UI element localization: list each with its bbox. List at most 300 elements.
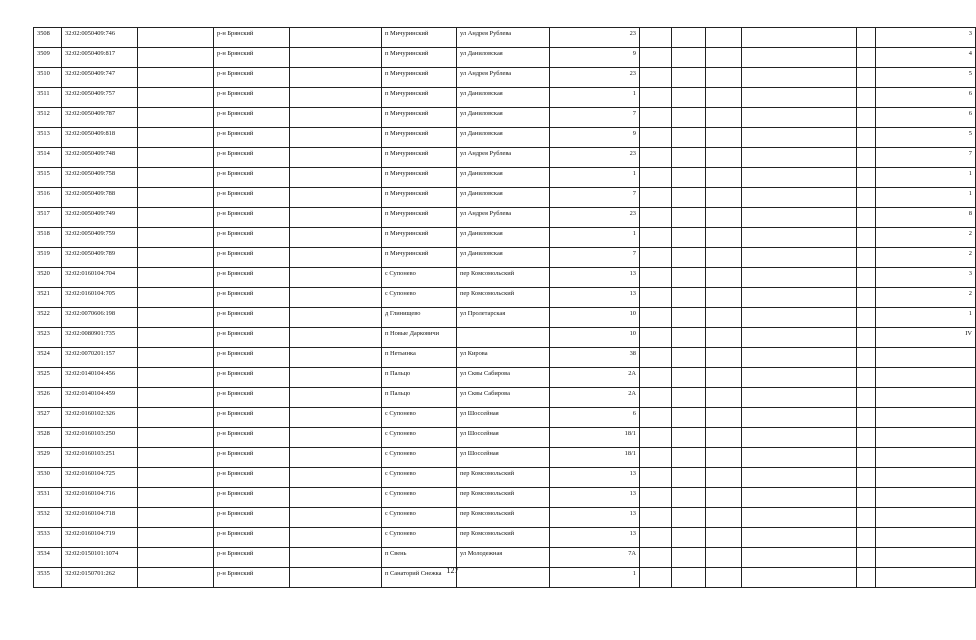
empty-cell: [290, 528, 382, 548]
table-cell: р-н Брянский: [214, 548, 290, 568]
table-cell: 13: [550, 268, 640, 288]
empty-cell: [742, 88, 857, 108]
table-cell: 2: [876, 228, 976, 248]
empty-cell: [742, 368, 857, 388]
empty-cell: [672, 388, 706, 408]
table-cell: ул Даниловская: [457, 188, 550, 208]
table-cell: р-н Брянский: [214, 488, 290, 508]
table-cell: ул Шоссейная: [457, 408, 550, 428]
table-cell: 3508: [34, 28, 62, 48]
table-cell: 3525: [34, 368, 62, 388]
empty-cell: [742, 208, 857, 228]
table-cell: ул Пролетарская: [457, 308, 550, 328]
empty-cell: [138, 128, 214, 148]
empty-cell: [742, 508, 857, 528]
empty-cell: [706, 448, 742, 468]
table-cell: 7: [550, 108, 640, 128]
empty-cell: [857, 28, 876, 48]
empty-cell: [290, 388, 382, 408]
table-cell: р-н Брянский: [214, 228, 290, 248]
table-cell: 32:02:0050409:759: [62, 228, 138, 248]
table-cell: 3535: [34, 568, 62, 588]
table-row: [34, 88, 976, 108]
empty-cell: [672, 468, 706, 488]
empty-cell: [138, 228, 214, 248]
table-cell: 18/1: [550, 428, 640, 448]
empty-cell: [138, 548, 214, 568]
table-cell: 3: [876, 28, 976, 48]
empty-cell: [672, 368, 706, 388]
empty-cell: [706, 28, 742, 48]
table-row: [34, 428, 976, 448]
empty-cell: [742, 48, 857, 68]
table-row: [34, 488, 976, 508]
empty-cell: [138, 488, 214, 508]
table-cell: п Пальцо: [382, 368, 457, 388]
table-cell: 3532: [34, 508, 62, 528]
empty-cell: [706, 68, 742, 88]
empty-cell: [672, 288, 706, 308]
empty-cell: [290, 488, 382, 508]
table-cell: 32:02:0140104:456: [62, 368, 138, 388]
empty-cell: [706, 348, 742, 368]
table-cell: пер Комсомольский: [457, 288, 550, 308]
table-cell: р-н Брянский: [214, 128, 290, 148]
table-cell: р-н Брянский: [214, 308, 290, 328]
empty-cell: [742, 348, 857, 368]
empty-cell: [138, 68, 214, 88]
table-row: [34, 328, 976, 348]
table-cell: р-н Брянский: [214, 408, 290, 428]
table-row: [34, 228, 976, 248]
empty-cell: [290, 268, 382, 288]
table-cell: 4: [876, 48, 976, 68]
empty-cell: [857, 528, 876, 548]
table-cell: 32:02:0070606:198: [62, 308, 138, 328]
empty-cell: [706, 208, 742, 228]
table-cell: 3519: [34, 248, 62, 268]
empty-cell: [706, 328, 742, 348]
table-cell: 32:02:0160104:704: [62, 268, 138, 288]
empty-cell: [138, 348, 214, 368]
table-cell: с Супонево: [382, 468, 457, 488]
empty-cell: [706, 408, 742, 428]
table-cell: 8: [876, 208, 976, 228]
table-cell: 13: [550, 288, 640, 308]
empty-cell: [742, 548, 857, 568]
table-cell: 3510: [34, 68, 62, 88]
table-cell: 32:02:0050409:749: [62, 208, 138, 228]
empty-cell: [640, 508, 672, 528]
table-cell: 13: [550, 468, 640, 488]
empty-cell: [706, 428, 742, 448]
empty-cell: [672, 168, 706, 188]
table-cell: 1: [876, 188, 976, 208]
table-cell: 32:02:0160102:326: [62, 408, 138, 428]
empty-cell: [672, 228, 706, 248]
table-cell: р-н Брянский: [214, 208, 290, 228]
empty-cell: [640, 128, 672, 148]
table-cell: п Мичуринский: [382, 188, 457, 208]
table-cell: с Супонево: [382, 408, 457, 428]
empty-cell: [742, 288, 857, 308]
empty-cell: [857, 368, 876, 388]
empty-cell: [742, 168, 857, 188]
table-cell: 32:02:0150101:1074: [62, 548, 138, 568]
empty-cell: [138, 388, 214, 408]
empty-cell: [290, 48, 382, 68]
empty-cell: [672, 208, 706, 228]
table-cell: ул Андрея Рублева: [457, 68, 550, 88]
table-cell: 32:02:0160104:725: [62, 468, 138, 488]
table-cell: п Нетьинка: [382, 348, 457, 368]
table-cell: 32:02:0050409:746: [62, 28, 138, 48]
empty-cell: [640, 488, 672, 508]
empty-cell: [706, 488, 742, 508]
table-row: [34, 548, 976, 568]
empty-cell: [672, 268, 706, 288]
table-cell: 1: [876, 168, 976, 188]
empty-cell: [672, 408, 706, 428]
empty-cell: [706, 468, 742, 488]
empty-cell: [857, 188, 876, 208]
table-cell: 6: [550, 408, 640, 428]
empty-cell: [138, 328, 214, 348]
table-cell: 3524: [34, 348, 62, 368]
empty-cell: [742, 488, 857, 508]
table-cell: р-н Брянский: [214, 28, 290, 48]
table-cell: 32:02:0050409:757: [62, 88, 138, 108]
empty-cell: [706, 88, 742, 108]
empty-cell: [742, 448, 857, 468]
empty-cell: [640, 388, 672, 408]
empty-cell: [640, 28, 672, 48]
table-row: [34, 68, 976, 88]
table-cell: п Мичуринский: [382, 248, 457, 268]
table-cell: 3534: [34, 548, 62, 568]
empty-cell: [742, 268, 857, 288]
table-cell: [876, 388, 976, 408]
table-cell: 6: [876, 108, 976, 128]
table-cell: п Мичуринский: [382, 148, 457, 168]
table-cell: ул Даниловская: [457, 88, 550, 108]
empty-cell: [857, 288, 876, 308]
empty-cell: [640, 228, 672, 248]
table-row: [34, 348, 976, 368]
table-row: [34, 448, 976, 468]
table-cell: 32:02:0080901:735: [62, 328, 138, 348]
table-cell: ул Даниловская: [457, 128, 550, 148]
table-cell: 3522: [34, 308, 62, 328]
table-cell: 13: [550, 488, 640, 508]
empty-cell: [138, 288, 214, 308]
empty-cell: [672, 248, 706, 268]
empty-cell: [640, 468, 672, 488]
empty-cell: [706, 308, 742, 328]
register-table: [33, 27, 976, 588]
table-cell: ул Даниловская: [457, 248, 550, 268]
empty-cell: [706, 528, 742, 548]
table-cell: 32:02:0050409:748: [62, 148, 138, 168]
table-cell: 3530: [34, 468, 62, 488]
empty-cell: [672, 528, 706, 548]
empty-cell: [857, 228, 876, 248]
table-cell: 32:02:0160103:250: [62, 428, 138, 448]
empty-cell: [857, 448, 876, 468]
empty-cell: [857, 428, 876, 448]
table-cell: 3531: [34, 488, 62, 508]
empty-cell: [857, 268, 876, 288]
empty-cell: [706, 268, 742, 288]
table-cell: р-н Брянский: [214, 448, 290, 468]
empty-cell: [290, 548, 382, 568]
table-row: [34, 268, 976, 288]
empty-cell: [640, 268, 672, 288]
empty-cell: [290, 88, 382, 108]
table-cell: с Супонево: [382, 508, 457, 528]
table-cell: п Мичуринский: [382, 128, 457, 148]
empty-cell: [857, 68, 876, 88]
table-cell: 10: [550, 328, 640, 348]
table-cell: р-н Брянский: [214, 248, 290, 268]
table-cell: 1: [550, 228, 640, 248]
table-cell: 3520: [34, 268, 62, 288]
table-cell: 32:02:0050409:818: [62, 128, 138, 148]
table-cell: 10: [550, 308, 640, 328]
table-cell: 2: [876, 248, 976, 268]
table-cell: ул Андрея Рублева: [457, 148, 550, 168]
table-row: [34, 148, 976, 168]
table-cell: 32:02:0050409:787: [62, 108, 138, 128]
empty-cell: [857, 408, 876, 428]
empty-cell: [706, 368, 742, 388]
empty-cell: [742, 148, 857, 168]
table-cell: р-н Брянский: [214, 468, 290, 488]
empty-cell: [857, 168, 876, 188]
empty-cell: [857, 208, 876, 228]
table-row: [34, 408, 976, 428]
table-cell: [876, 368, 976, 388]
page-number: 127: [446, 566, 459, 575]
table-cell: 5: [876, 128, 976, 148]
empty-cell: [290, 68, 382, 88]
table-cell: 3526: [34, 388, 62, 408]
empty-cell: [290, 208, 382, 228]
empty-cell: [857, 88, 876, 108]
table-cell: [876, 508, 976, 528]
empty-cell: [742, 308, 857, 328]
table-cell: п Мичуринский: [382, 208, 457, 228]
empty-cell: [706, 168, 742, 188]
table-cell: [876, 548, 976, 568]
empty-cell: [672, 48, 706, 68]
table-row: [34, 248, 976, 268]
empty-cell: [742, 228, 857, 248]
empty-cell: [290, 368, 382, 388]
empty-cell: [138, 88, 214, 108]
table-cell: пер Комсомольский: [457, 488, 550, 508]
empty-cell: [290, 108, 382, 128]
table-cell: ул Молодежная: [457, 548, 550, 568]
table-cell: 2: [876, 288, 976, 308]
table-cell: ул Сквы Сабирова: [457, 368, 550, 388]
empty-cell: [290, 428, 382, 448]
table-cell: с Супонево: [382, 488, 457, 508]
empty-cell: [290, 408, 382, 428]
empty-cell: [290, 468, 382, 488]
table-cell: 2А: [550, 388, 640, 408]
empty-cell: [742, 128, 857, 148]
empty-cell: [857, 488, 876, 508]
table-cell: 3511: [34, 88, 62, 108]
table-cell: 6: [876, 88, 976, 108]
empty-cell: [290, 508, 382, 528]
empty-cell: [640, 148, 672, 168]
table-cell: р-н Брянский: [214, 368, 290, 388]
table-cell: ул Шоссейная: [457, 448, 550, 468]
table-cell: [876, 348, 976, 368]
table-row: [34, 208, 976, 228]
table-cell: [876, 488, 976, 508]
empty-cell: [706, 388, 742, 408]
empty-cell: [640, 208, 672, 228]
empty-cell: [640, 168, 672, 188]
empty-cell: [742, 28, 857, 48]
table-cell: пер Комсомольский: [457, 508, 550, 528]
table-cell: 32:02:0050409:789: [62, 248, 138, 268]
table-cell: 3512: [34, 108, 62, 128]
table-cell: 23: [550, 68, 640, 88]
empty-cell: [672, 108, 706, 128]
table-cell: с Супонево: [382, 288, 457, 308]
table-cell: 32:02:0150701:262: [62, 568, 138, 588]
table-row: [34, 128, 976, 148]
table-cell: 1: [550, 88, 640, 108]
table-row: [34, 388, 976, 408]
empty-cell: [672, 448, 706, 468]
empty-cell: [138, 428, 214, 448]
table-row: [34, 188, 976, 208]
empty-cell: [706, 288, 742, 308]
empty-cell: [857, 308, 876, 328]
table-cell: 7: [550, 248, 640, 268]
table-cell: 3518: [34, 228, 62, 248]
empty-cell: [742, 108, 857, 128]
empty-cell: [640, 528, 672, 548]
empty-cell: [640, 88, 672, 108]
table-cell: р-н Брянский: [214, 168, 290, 188]
empty-cell: [742, 68, 857, 88]
table-cell: с Супонево: [382, 428, 457, 448]
empty-cell: [706, 108, 742, 128]
table-cell: 38: [550, 348, 640, 368]
table-cell: п Мичуринский: [382, 68, 457, 88]
table-cell: р-н Брянский: [214, 108, 290, 128]
empty-cell: [640, 548, 672, 568]
empty-cell: [138, 268, 214, 288]
table-cell: 32:02:0050409:747: [62, 68, 138, 88]
empty-cell: [138, 28, 214, 48]
empty-cell: [857, 48, 876, 68]
empty-cell: [742, 428, 857, 448]
table-cell: 32:02:0070201:157: [62, 348, 138, 368]
empty-cell: [640, 288, 672, 308]
table-cell: 3516: [34, 188, 62, 208]
empty-cell: [672, 68, 706, 88]
table-cell: пер Комсомольский: [457, 528, 550, 548]
table-cell: 2А: [550, 368, 640, 388]
table-cell: 3521: [34, 288, 62, 308]
table-row: [34, 288, 976, 308]
empty-cell: [857, 148, 876, 168]
empty-cell: [290, 308, 382, 328]
table-cell: р-н Брянский: [214, 268, 290, 288]
table-cell: 32:02:0160103:251: [62, 448, 138, 468]
table-cell: 9: [550, 48, 640, 68]
empty-cell: [138, 468, 214, 488]
table-row: [34, 468, 976, 488]
empty-cell: [672, 548, 706, 568]
table-cell: р-н Брянский: [214, 568, 290, 588]
empty-cell: [290, 328, 382, 348]
empty-cell: [290, 288, 382, 308]
table-row: [34, 108, 976, 128]
table-cell: 32:02:0140104:459: [62, 388, 138, 408]
empty-cell: [672, 148, 706, 168]
table-cell: ул Кирова: [457, 348, 550, 368]
table-cell: [876, 468, 976, 488]
table-cell: д Глинищево: [382, 308, 457, 328]
table-cell: ул Даниловская: [457, 228, 550, 248]
empty-cell: [742, 468, 857, 488]
table-cell: 1: [550, 168, 640, 188]
table-cell: [457, 328, 550, 348]
table-cell: ул Андрея Рублева: [457, 28, 550, 48]
table-cell: р-н Брянский: [214, 188, 290, 208]
table-cell: 3533: [34, 528, 62, 548]
table-cell: р-н Брянский: [214, 148, 290, 168]
empty-cell: [138, 408, 214, 428]
empty-cell: [857, 108, 876, 128]
table-cell: 1: [876, 308, 976, 328]
empty-cell: [706, 548, 742, 568]
empty-cell: [706, 48, 742, 68]
table-cell: р-н Брянский: [214, 68, 290, 88]
table-cell: р-н Брянский: [214, 88, 290, 108]
empty-cell: [857, 328, 876, 348]
empty-cell: [138, 308, 214, 328]
empty-cell: [640, 448, 672, 468]
table-cell: р-н Брянский: [214, 288, 290, 308]
empty-cell: [640, 248, 672, 268]
empty-cell: [672, 328, 706, 348]
table-cell: 3527: [34, 408, 62, 428]
table-cell: 23: [550, 28, 640, 48]
table-cell: ул Даниловская: [457, 108, 550, 128]
table-cell: 3513: [34, 128, 62, 148]
empty-cell: [138, 208, 214, 228]
table-cell: п Санаторий Снежка: [382, 568, 457, 588]
table-cell: 3: [876, 268, 976, 288]
table-cell: 32:02:0050409:788: [62, 188, 138, 208]
table-cell: 3517: [34, 208, 62, 228]
empty-cell: [640, 188, 672, 208]
empty-cell: [706, 188, 742, 208]
empty-cell: [672, 88, 706, 108]
table-cell: 13: [550, 508, 640, 528]
table-cell: 32:02:0160104:716: [62, 488, 138, 508]
table-cell: 3523: [34, 328, 62, 348]
